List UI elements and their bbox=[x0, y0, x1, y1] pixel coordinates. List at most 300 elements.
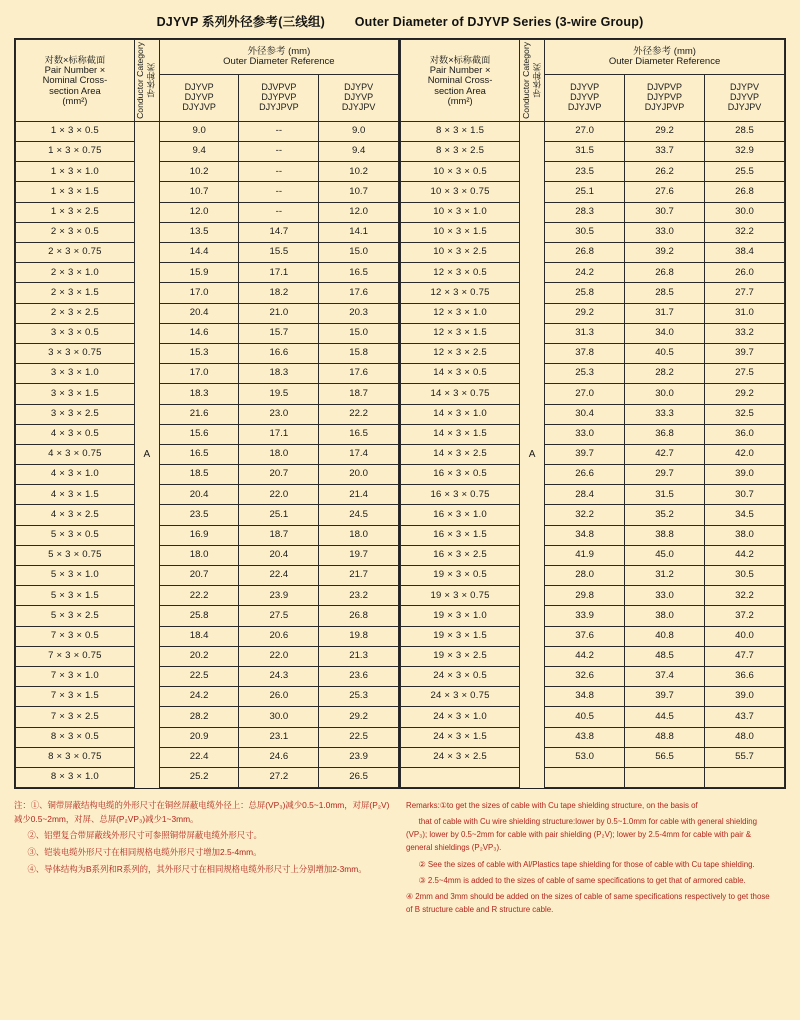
diameter-cell: 21.0 bbox=[239, 303, 319, 323]
header-pair-cn: 对数×标称截面 bbox=[44, 54, 106, 65]
header-pair-number bbox=[16, 40, 135, 122]
diameter-cell: 36.0 bbox=[705, 424, 785, 444]
pair-number-cell: 3 × 3 × 0.75 bbox=[16, 343, 135, 363]
pair-number-cell: 2 × 3 × 1.5 bbox=[16, 283, 135, 303]
table-row bbox=[401, 606, 785, 626]
diameter-cell: 32.9 bbox=[705, 142, 785, 162]
diameter-cell: 14.6 bbox=[159, 323, 239, 343]
diameter-cell: 18.0 bbox=[159, 545, 239, 565]
diameter-cell: 9.4 bbox=[319, 142, 399, 162]
table-row bbox=[401, 222, 785, 242]
diameter-cell: 42.7 bbox=[625, 444, 705, 464]
diameter-cell: 22.0 bbox=[239, 646, 319, 666]
header-category-en: Conductor Category bbox=[135, 42, 146, 119]
diameter-cell: 27.6 bbox=[625, 182, 705, 202]
pair-number-cell: 8 × 3 × 0.75 bbox=[16, 747, 135, 767]
diameter-cell: 32.2 bbox=[545, 505, 625, 525]
header-pair-number bbox=[401, 40, 520, 122]
pair-number-cell: 19 × 3 × 0.75 bbox=[401, 586, 520, 606]
diameter-cell: 45.0 bbox=[625, 545, 705, 565]
diameter-cell: 22.4 bbox=[159, 747, 239, 767]
diameter-cell: -- bbox=[239, 202, 319, 222]
diameter-cell: 22.4 bbox=[239, 566, 319, 586]
diameter-cell: 37.2 bbox=[705, 606, 785, 626]
diameter-cell: 31.3 bbox=[545, 323, 625, 343]
diameter-cell: 38.0 bbox=[705, 525, 785, 545]
pair-number-cell: 2 × 3 × 0.75 bbox=[16, 243, 135, 263]
diameter-cell: 28.2 bbox=[159, 707, 239, 727]
diameter-cell: 55.7 bbox=[705, 747, 785, 767]
diameter-cell: 17.0 bbox=[159, 364, 239, 384]
header-pair-cn: 对数×标称截面 bbox=[429, 54, 491, 65]
diameter-cell: 18.3 bbox=[239, 364, 319, 384]
diameter-cell: 38.0 bbox=[625, 606, 705, 626]
diameter-cell: 36.8 bbox=[625, 424, 705, 444]
table-row bbox=[16, 485, 399, 505]
diameter-cell: 20.4 bbox=[239, 545, 319, 565]
diameter-cell bbox=[705, 767, 785, 787]
table-row bbox=[401, 505, 785, 525]
diameter-cell: 20.0 bbox=[319, 465, 399, 485]
pair-number-cell: 10 × 3 × 1.5 bbox=[401, 222, 520, 242]
pair-number-cell: 24 × 3 × 1.5 bbox=[401, 727, 520, 747]
diameter-cell: 24.2 bbox=[545, 263, 625, 283]
table-row bbox=[16, 606, 399, 626]
diameter-cell: 17.4 bbox=[319, 444, 399, 464]
diameter-cell: 31.2 bbox=[625, 566, 705, 586]
diameter-cell: 14.7 bbox=[239, 222, 319, 242]
diameter-cell: 16.9 bbox=[159, 525, 239, 545]
table-row bbox=[401, 525, 785, 545]
pair-number-cell: 14 × 3 × 1.5 bbox=[401, 424, 520, 444]
table-row bbox=[16, 646, 399, 666]
table-row bbox=[16, 222, 399, 242]
diameter-cell: 22.5 bbox=[319, 727, 399, 747]
diameter-cell: 22.2 bbox=[159, 586, 239, 606]
table-row bbox=[401, 444, 785, 464]
diameter-cell: 23.1 bbox=[239, 727, 319, 747]
diameter-cell: 38.4 bbox=[705, 243, 785, 263]
pair-number-cell: 7 × 3 × 0.5 bbox=[16, 626, 135, 646]
conductor-category-cell: A bbox=[520, 121, 545, 787]
diameter-cell: 38.8 bbox=[625, 525, 705, 545]
diameter-cell: 47.7 bbox=[705, 646, 785, 666]
table-row bbox=[16, 444, 399, 464]
pair-number-cell: 1 × 3 × 0.75 bbox=[16, 142, 135, 162]
pair-number-cell: 24 × 3 × 0.75 bbox=[401, 687, 520, 707]
diameter-cell: 48.5 bbox=[625, 646, 705, 666]
diameter-cell: 33.7 bbox=[625, 142, 705, 162]
header-col-djvpvp: DJVPVP DJYPVP DJYJPVP bbox=[625, 75, 705, 122]
diameter-cell: 9.0 bbox=[319, 121, 399, 141]
table-row bbox=[16, 424, 399, 444]
pair-number-cell: 12 × 3 × 1.0 bbox=[401, 303, 520, 323]
table-row bbox=[16, 707, 399, 727]
pair-number-cell: 2 × 3 × 0.5 bbox=[16, 222, 135, 242]
pair-number-cell: 1 × 3 × 1.5 bbox=[16, 182, 135, 202]
pair-number-cell: 16 × 3 × 0.75 bbox=[401, 485, 520, 505]
pair-number-cell: 10 × 3 × 1.0 bbox=[401, 202, 520, 222]
table-row bbox=[16, 404, 399, 424]
diameter-cell: 26.8 bbox=[319, 606, 399, 626]
table-row bbox=[16, 465, 399, 485]
diameter-cell: 15.6 bbox=[159, 424, 239, 444]
header-col-djyvp: DJYVP DJYVP DJYJVP bbox=[545, 75, 625, 122]
diameter-cell: 18.7 bbox=[239, 525, 319, 545]
diameter-cell: 10.7 bbox=[319, 182, 399, 202]
diameter-cell: 28.5 bbox=[705, 121, 785, 141]
table-row bbox=[401, 323, 785, 343]
table-row bbox=[16, 243, 399, 263]
table-row bbox=[401, 243, 785, 263]
header-pair-en2: Nominal Cross- bbox=[42, 74, 108, 86]
diameter-cell: 15.0 bbox=[319, 323, 399, 343]
diameter-cell: 19.5 bbox=[239, 384, 319, 404]
diameter-cell: 15.8 bbox=[319, 343, 399, 363]
pair-number-cell: 16 × 3 × 2.5 bbox=[401, 545, 520, 565]
diameter-cell: 41.9 bbox=[545, 545, 625, 565]
diameter-cell: 14.1 bbox=[319, 222, 399, 242]
table-row bbox=[401, 142, 785, 162]
pair-number-cell: 3 × 3 × 1.5 bbox=[16, 384, 135, 404]
diameter-cell: 24.2 bbox=[159, 687, 239, 707]
diameter-cell: 16.5 bbox=[319, 424, 399, 444]
table-row bbox=[401, 202, 785, 222]
header-pair-en2: Nominal Cross- bbox=[427, 74, 493, 86]
table-row bbox=[16, 727, 399, 747]
diameter-cell: 30.0 bbox=[705, 202, 785, 222]
table-row bbox=[401, 566, 785, 586]
pair-number-cell: 19 × 3 × 2.5 bbox=[401, 646, 520, 666]
diameter-cell: 16.5 bbox=[319, 263, 399, 283]
left-table bbox=[15, 39, 399, 788]
diameter-cell: 15.5 bbox=[239, 243, 319, 263]
diameter-cell: 27.2 bbox=[239, 767, 319, 787]
notes-chinese bbox=[14, 799, 400, 919]
diameter-cell: 26.8 bbox=[625, 263, 705, 283]
header-col-djypv: DJYPV DJYVP DJYJPV bbox=[319, 75, 399, 122]
pair-number-cell bbox=[401, 767, 520, 787]
diameter-cell: 26.6 bbox=[545, 465, 625, 485]
diameter-cell: 32.2 bbox=[705, 222, 785, 242]
table-row bbox=[401, 283, 785, 303]
diameter-cell: 42.0 bbox=[705, 444, 785, 464]
pair-number-cell: 24 × 3 × 1.0 bbox=[401, 707, 520, 727]
right-table-container bbox=[400, 39, 785, 788]
left-table-body bbox=[16, 121, 399, 787]
diameter-cell: 44.5 bbox=[625, 707, 705, 727]
pair-number-cell: 1 × 3 × 0.5 bbox=[16, 121, 135, 141]
pair-number-cell: 5 × 3 × 2.5 bbox=[16, 606, 135, 626]
header-row-1 bbox=[401, 40, 785, 75]
note-cn-2: ②、铝塑复合带屏蔽线外形尺寸可参照铜带屏蔽电缆外形尺寸。 bbox=[27, 830, 262, 841]
diameter-cell: 53.0 bbox=[545, 747, 625, 767]
table-row bbox=[401, 646, 785, 666]
diameter-cell: 29.8 bbox=[545, 586, 625, 606]
diameter-cell: 21.4 bbox=[319, 485, 399, 505]
diameter-cell: 44.2 bbox=[545, 646, 625, 666]
pair-number-cell: 12 × 3 × 2.5 bbox=[401, 343, 520, 363]
diameter-cell: 32.5 bbox=[705, 404, 785, 424]
table-row bbox=[401, 121, 785, 141]
table-row bbox=[401, 303, 785, 323]
note-en-2: that of cable with Cu wire shielding structure:lower by 0.5~1.0mm for cable with general shielding (VP₃); lower by 0.5~2mm for cable with pair shielding (P₂V); lower by 2.5-4mm for cable with pair & general shieldings (P₂VP₃). bbox=[406, 817, 757, 853]
table-row bbox=[16, 505, 399, 525]
diameter-cell: 9.0 bbox=[159, 121, 239, 141]
diameter-cell: 18.3 bbox=[159, 384, 239, 404]
diameter-cell: 33.2 bbox=[705, 323, 785, 343]
table-row bbox=[16, 384, 399, 404]
note-en-5: ④ 2mm and 3mm should be added on the sizes of cable of same specifications respectively to get those of B structure cable and R structure cable. bbox=[406, 891, 770, 914]
pair-number-cell: 1 × 3 × 2.5 bbox=[16, 202, 135, 222]
diameter-cell: 10.2 bbox=[319, 162, 399, 182]
header-odr bbox=[159, 40, 398, 75]
diameter-cell: 34.5 bbox=[705, 505, 785, 525]
diameter-cell: 18.5 bbox=[159, 465, 239, 485]
pair-number-cell: 5 × 3 × 1.5 bbox=[16, 586, 135, 606]
pair-number-cell: 8 × 3 × 2.5 bbox=[401, 142, 520, 162]
table-row bbox=[16, 666, 399, 686]
header-pair-en3: section Area bbox=[49, 84, 101, 96]
diameter-cell: 23.2 bbox=[319, 586, 399, 606]
header-col-djyvp: DJYVP DJYVP DJYJVP bbox=[159, 75, 239, 122]
pair-number-cell: 4 × 3 × 1.5 bbox=[16, 485, 135, 505]
diameter-cell: 17.6 bbox=[319, 364, 399, 384]
header-pair-en3: section Area bbox=[434, 84, 486, 96]
diameter-cell: 23.6 bbox=[319, 666, 399, 686]
diameter-cell: 10.2 bbox=[159, 162, 239, 182]
diameter-cell: 37.6 bbox=[545, 626, 625, 646]
conductor-category-cell: A bbox=[134, 121, 159, 787]
header-pair-en1: Pair Number × bbox=[429, 63, 491, 75]
header-category-cn: 导体种类 bbox=[146, 63, 157, 98]
diameter-cell: 25.5 bbox=[705, 162, 785, 182]
header-pair-unit: (mm²) bbox=[447, 94, 473, 106]
diameter-cell: 13.5 bbox=[159, 222, 239, 242]
diameter-cell: 21.6 bbox=[159, 404, 239, 424]
header-conductor-category bbox=[134, 40, 159, 122]
page-title bbox=[14, 12, 786, 30]
diameter-cell: 17.1 bbox=[239, 424, 319, 444]
table-row bbox=[16, 263, 399, 283]
diameter-cell: 19.8 bbox=[319, 626, 399, 646]
table-row bbox=[401, 727, 785, 747]
diameter-cell: 25.8 bbox=[545, 283, 625, 303]
diameter-cell: 28.3 bbox=[545, 202, 625, 222]
table-row bbox=[401, 424, 785, 444]
header-col-djypv: DJYPV DJYVP DJYJPV bbox=[705, 75, 785, 122]
diameter-cell: 15.9 bbox=[159, 263, 239, 283]
table-row bbox=[401, 384, 785, 404]
right-table-body bbox=[401, 121, 785, 787]
table-row bbox=[16, 525, 399, 545]
diameter-cell bbox=[625, 767, 705, 787]
pair-number-cell: 19 × 3 × 1.0 bbox=[401, 606, 520, 626]
diameter-cell: 40.5 bbox=[625, 343, 705, 363]
diameter-cell: 39.7 bbox=[545, 444, 625, 464]
diameter-cell: 20.6 bbox=[239, 626, 319, 646]
diameter-cell: 30.0 bbox=[239, 707, 319, 727]
header-conductor-category bbox=[520, 40, 545, 122]
pair-number-cell: 7 × 3 × 2.5 bbox=[16, 707, 135, 727]
diameter-cell: 20.9 bbox=[159, 727, 239, 747]
diameter-cell: -- bbox=[239, 142, 319, 162]
diameter-cell: 25.2 bbox=[159, 767, 239, 787]
diameter-cell: 43.7 bbox=[705, 707, 785, 727]
table-row bbox=[401, 364, 785, 384]
header-odr-en: Outer Diameter Reference bbox=[223, 56, 335, 67]
table-row bbox=[16, 626, 399, 646]
pair-number-cell: 10 × 3 × 0.5 bbox=[401, 162, 520, 182]
diameter-cell: 23.9 bbox=[319, 747, 399, 767]
diameter-cell: 20.7 bbox=[159, 566, 239, 586]
diameter-cell: 29.2 bbox=[545, 303, 625, 323]
pair-number-cell: 4 × 3 × 0.5 bbox=[16, 424, 135, 444]
pair-number-cell: 14 × 3 × 0.5 bbox=[401, 364, 520, 384]
note-en-3: ② See the sizes of cable with Al/Plastics tape shielding for those of cable with Cu tape shielding. bbox=[418, 859, 755, 869]
diameter-cell: 21.7 bbox=[319, 566, 399, 586]
diameter-cell: 23.5 bbox=[545, 162, 625, 182]
diameter-cell: 32.6 bbox=[545, 666, 625, 686]
diameter-cell: 19.7 bbox=[319, 545, 399, 565]
diameter-cell: 39.2 bbox=[625, 243, 705, 263]
note-cn-1: 注：①、铜带屏蔽结构电缆的外形尺寸在铜丝屏蔽电缆外径上：总屏(VP₃)减少0.5~1.0mm，对屏(P₂V)减少0.5~2mm，对屏、总屏(P₂VP₃)减少1~3mm。 bbox=[14, 800, 390, 824]
diameter-cell: 36.6 bbox=[705, 666, 785, 686]
header-row-1 bbox=[16, 40, 399, 75]
diameter-cell: 16.5 bbox=[159, 444, 239, 464]
diameter-cell: 31.5 bbox=[625, 485, 705, 505]
diameter-cell: 29.7 bbox=[625, 465, 705, 485]
pair-number-cell: 19 × 3 × 0.5 bbox=[401, 566, 520, 586]
notes-section bbox=[14, 799, 786, 919]
table-row bbox=[401, 162, 785, 182]
table-row bbox=[16, 586, 399, 606]
pair-number-cell: 4 × 3 × 1.0 bbox=[16, 465, 135, 485]
pair-number-cell: 24 × 3 × 2.5 bbox=[401, 747, 520, 767]
pair-number-cell: 19 × 3 × 1.5 bbox=[401, 626, 520, 646]
diameter-cell: 23.5 bbox=[159, 505, 239, 525]
diameter-cell: 39.0 bbox=[705, 687, 785, 707]
note-cn-4: ④、导体结构为B系列和R系列的，其外形尺寸在相同规格电缆外形尺寸上分别增加2-3mm。 bbox=[27, 863, 367, 874]
diameter-cell: 30.5 bbox=[545, 222, 625, 242]
diameter-cell: 29.2 bbox=[625, 121, 705, 141]
header-col-djvpvp: DJVPVP DJYPVP DJYJPVP bbox=[239, 75, 319, 122]
table-row bbox=[16, 202, 399, 222]
pair-number-cell: 3 × 3 × 0.5 bbox=[16, 323, 135, 343]
diameter-cell: 17.1 bbox=[239, 263, 319, 283]
diameter-cell: 28.0 bbox=[545, 566, 625, 586]
diameter-cell: 28.2 bbox=[625, 364, 705, 384]
table-row bbox=[16, 545, 399, 565]
pair-number-cell: 4 × 3 × 0.75 bbox=[16, 444, 135, 464]
diameter-cell: 15.7 bbox=[239, 323, 319, 343]
diameter-cell: 37.4 bbox=[625, 666, 705, 686]
table-row bbox=[401, 343, 785, 363]
table-row bbox=[16, 343, 399, 363]
diameter-cell: 15.3 bbox=[159, 343, 239, 363]
diameter-cell: 25.8 bbox=[159, 606, 239, 626]
pair-number-cell: 3 × 3 × 2.5 bbox=[16, 404, 135, 424]
pair-number-cell: 5 × 3 × 0.75 bbox=[16, 545, 135, 565]
diameter-cell: 25.3 bbox=[545, 364, 625, 384]
diameter-cell: 37.8 bbox=[545, 343, 625, 363]
diameter-cell: 15.0 bbox=[319, 243, 399, 263]
pair-number-cell: 5 × 3 × 0.5 bbox=[16, 525, 135, 545]
diameter-cell: 33.3 bbox=[625, 404, 705, 424]
pair-number-cell: 8 × 3 × 1.0 bbox=[16, 767, 135, 787]
diameter-cell: 26.8 bbox=[705, 182, 785, 202]
left-table-head bbox=[16, 40, 399, 122]
pair-number-cell: 10 × 3 × 2.5 bbox=[401, 243, 520, 263]
pair-number-cell: 14 × 3 × 0.75 bbox=[401, 384, 520, 404]
pair-number-cell: 2 × 3 × 2.5 bbox=[16, 303, 135, 323]
diameter-cell: 31.5 bbox=[545, 142, 625, 162]
table-row bbox=[16, 182, 399, 202]
diameter-cell: 20.4 bbox=[159, 303, 239, 323]
diameter-cell: 48.0 bbox=[705, 727, 785, 747]
diameter-cell: 10.7 bbox=[159, 182, 239, 202]
diameter-cell: 30.7 bbox=[705, 485, 785, 505]
table-row bbox=[16, 323, 399, 343]
right-table bbox=[400, 39, 785, 788]
pair-number-cell: 24 × 3 × 0.5 bbox=[401, 666, 520, 686]
pair-number-cell: 7 × 3 × 1.0 bbox=[16, 666, 135, 686]
diameter-cell: 40.8 bbox=[625, 626, 705, 646]
diameter-cell: 30.0 bbox=[625, 384, 705, 404]
diameter-cell: 18.4 bbox=[159, 626, 239, 646]
diameter-cell: 30.5 bbox=[705, 566, 785, 586]
diameter-cell: 35.2 bbox=[625, 505, 705, 525]
diameter-cell: 40.5 bbox=[545, 707, 625, 727]
pair-number-cell: 12 × 3 × 0.75 bbox=[401, 283, 520, 303]
diameter-cell: 31.0 bbox=[705, 303, 785, 323]
diameter-cell: 18.0 bbox=[319, 525, 399, 545]
pair-number-cell: 4 × 3 × 2.5 bbox=[16, 505, 135, 525]
header-odr-cn: 外径参考 (mm) bbox=[633, 45, 696, 57]
pair-number-cell: 10 × 3 × 0.75 bbox=[401, 182, 520, 202]
diameter-cell: -- bbox=[239, 182, 319, 202]
diameter-cell: 20.3 bbox=[319, 303, 399, 323]
diameter-cell: 14.4 bbox=[159, 243, 239, 263]
table-row bbox=[16, 303, 399, 323]
diameter-cell: 17.0 bbox=[159, 283, 239, 303]
table-row bbox=[401, 182, 785, 202]
diameter-cell: 27.7 bbox=[705, 283, 785, 303]
pair-number-cell: 5 × 3 × 1.0 bbox=[16, 566, 135, 586]
diameter-cell: 39.0 bbox=[705, 465, 785, 485]
pair-number-cell: 12 × 3 × 1.5 bbox=[401, 323, 520, 343]
diameter-cell: -- bbox=[239, 162, 319, 182]
diameter-cell: 27.5 bbox=[239, 606, 319, 626]
pair-number-cell: 2 × 3 × 1.0 bbox=[16, 263, 135, 283]
page-title-en: Outer Diameter of DJYVP Series (3-wire Group) bbox=[354, 15, 644, 29]
diameter-cell: 34.8 bbox=[545, 687, 625, 707]
pair-number-cell: 8 × 3 × 0.5 bbox=[16, 727, 135, 747]
header-category-cn: 导体种类 bbox=[531, 63, 542, 98]
table-row bbox=[401, 465, 785, 485]
diameter-cell: 39.7 bbox=[625, 687, 705, 707]
table-row bbox=[401, 666, 785, 686]
diameter-cell: 23.0 bbox=[239, 404, 319, 424]
diameter-cell: 29.2 bbox=[705, 384, 785, 404]
header-category-en: Conductor Category bbox=[520, 42, 531, 119]
pair-number-cell: 16 × 3 × 0.5 bbox=[401, 465, 520, 485]
diameter-cell: 18.0 bbox=[239, 444, 319, 464]
diameter-cell: 22.0 bbox=[239, 485, 319, 505]
diameter-cell: 27.5 bbox=[705, 364, 785, 384]
note-en-4: ③ 2.5~4mm is added to the sizes of cable of same specifications to get that of armored cable. bbox=[418, 875, 746, 885]
diameter-cell: 24.5 bbox=[319, 505, 399, 525]
